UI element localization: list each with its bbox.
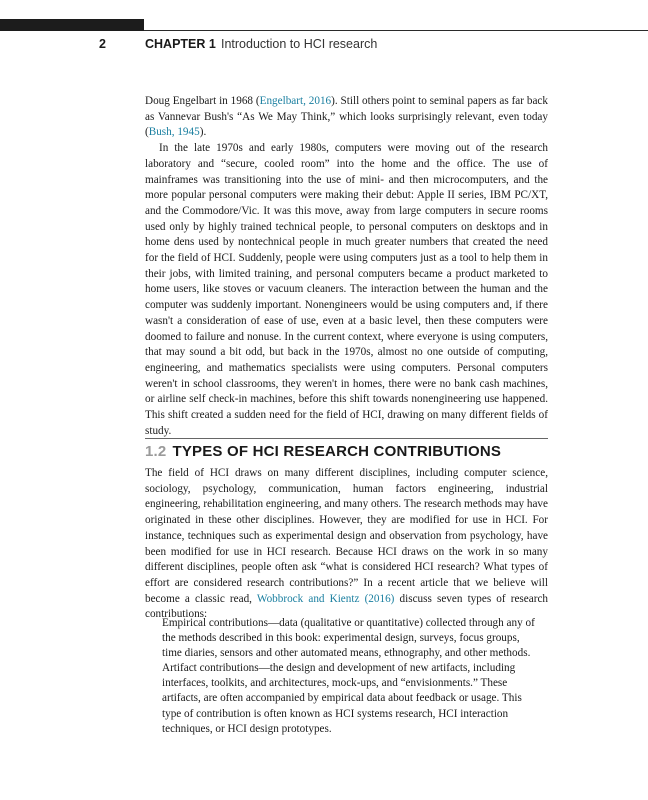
intro-paragraph-2: In the late 1970s and early 1980s, computers were moving out of the research laboratory and “secure, cooled room” into the home and the office. The use of mainframes was transitioning into the use of mini- and then microcomputers, and the more popular personal computers were making their debut: Apple II series, IBM PC/XT, and the Commodore/Vic. It was this move, away from large computers in secure rooms used only by highly trained technical people, to personal computers on desktops and in home dens used by nontechnical people in much greater numbers that created the need for the field of HCI. Suddenly, people were using computers just as a tool to help them in their jobs, with limited training, and personal computers became a product marketed to home users, like stoves or vacuum cleaners. The interaction between the human and the computer was suddenly important. Nonengineers would be using computers and, if there wasn't a consideration of ease of use, even at a basic level, then these computers were doomed to failure and nonuse. In the current context, where everyone is using computers, that may sound a bit odd, but back in the 1970s, almost no one outside of computing, engineering, and mathematics specialists were using computers. Personal computers weren't in school classrooms, they weren't in homes, there were no bank cash machines, or airline self check-in machines, before this shift towards nonengineering use happened. This shift created a sudden need for the field of HCI, drawing on many different fields of study.	[145, 142, 548, 437]
section-title: TYPES OF HCI RESEARCH CONTRIBUTIONS	[172, 443, 502, 460]
section-paragraph-1	[145, 466, 548, 623]
intro-text	[145, 94, 548, 439]
text-run: The field of HCI draws on many different disciplines, including computer science, sociology, psychology, communication, human factors engineering, industrial engineering, rehabilitation engineering, and many others. The research methods may have originated in these other disciplines. However, they are modified for use in HCI. For instance, techniques such as experimental design and observation from psychology, have been modified for use in HCI research. Because HCI draws on the work in so many different disciplines, people often ask “what is considered HCI research? What types of effort are considered research contributions?” In a recent article that we believe will become a classic read,	[145, 467, 548, 605]
text-run: discuss seven types of research contributions:	[145, 592, 549, 621]
running-head	[0, 37, 648, 53]
section-heading	[145, 443, 548, 460]
intro-paragraph-1	[145, 94, 548, 141]
text-run: ).	[199, 126, 207, 139]
contribution-list	[162, 616, 540, 737]
section-text	[145, 466, 548, 623]
section-divider	[145, 438, 548, 439]
citation-link-bush[interactable]: Bush, 1945	[148, 126, 200, 139]
text-run: ). Still others point to seminal papers as far back as Vannevar Bush's “As We May Think,” which looks surprisingly relevant, even today (	[145, 95, 548, 139]
page-number: 2	[99, 37, 106, 51]
citation-link-wobbrock[interactable]: Wobbrock and Kientz (2016)	[256, 592, 395, 605]
header-bar-accent	[0, 19, 144, 31]
chapter-label: CHAPTER 1	[145, 37, 216, 51]
header-rule	[144, 30, 648, 31]
text-run: Doug Engelbart in 1968 (	[145, 95, 260, 107]
list-item: Artifact contributions—the design and development of new artifacts, including interfaces, toolkits, and architectures, mock-ups, and “envisionments.” These artifacts, are often accompanied by empirical data about feedback or usage. This type of contribution is often known as HCI systems research, HCI interaction techniques, or HCI design prototypes.	[162, 662, 522, 735]
list-item: Empirical contributions—data (qualitative or quantitative) collected through any of the methods described in this book: experimental design, surveys, focus groups, time diaries, sensors and other automated means, ethnography, and other methods.	[162, 617, 535, 660]
citation-link-engelbart[interactable]: Engelbart, 2016	[259, 95, 332, 107]
chapter-title: Introduction to HCI research	[221, 37, 378, 51]
section-number: 1.2	[145, 443, 167, 460]
